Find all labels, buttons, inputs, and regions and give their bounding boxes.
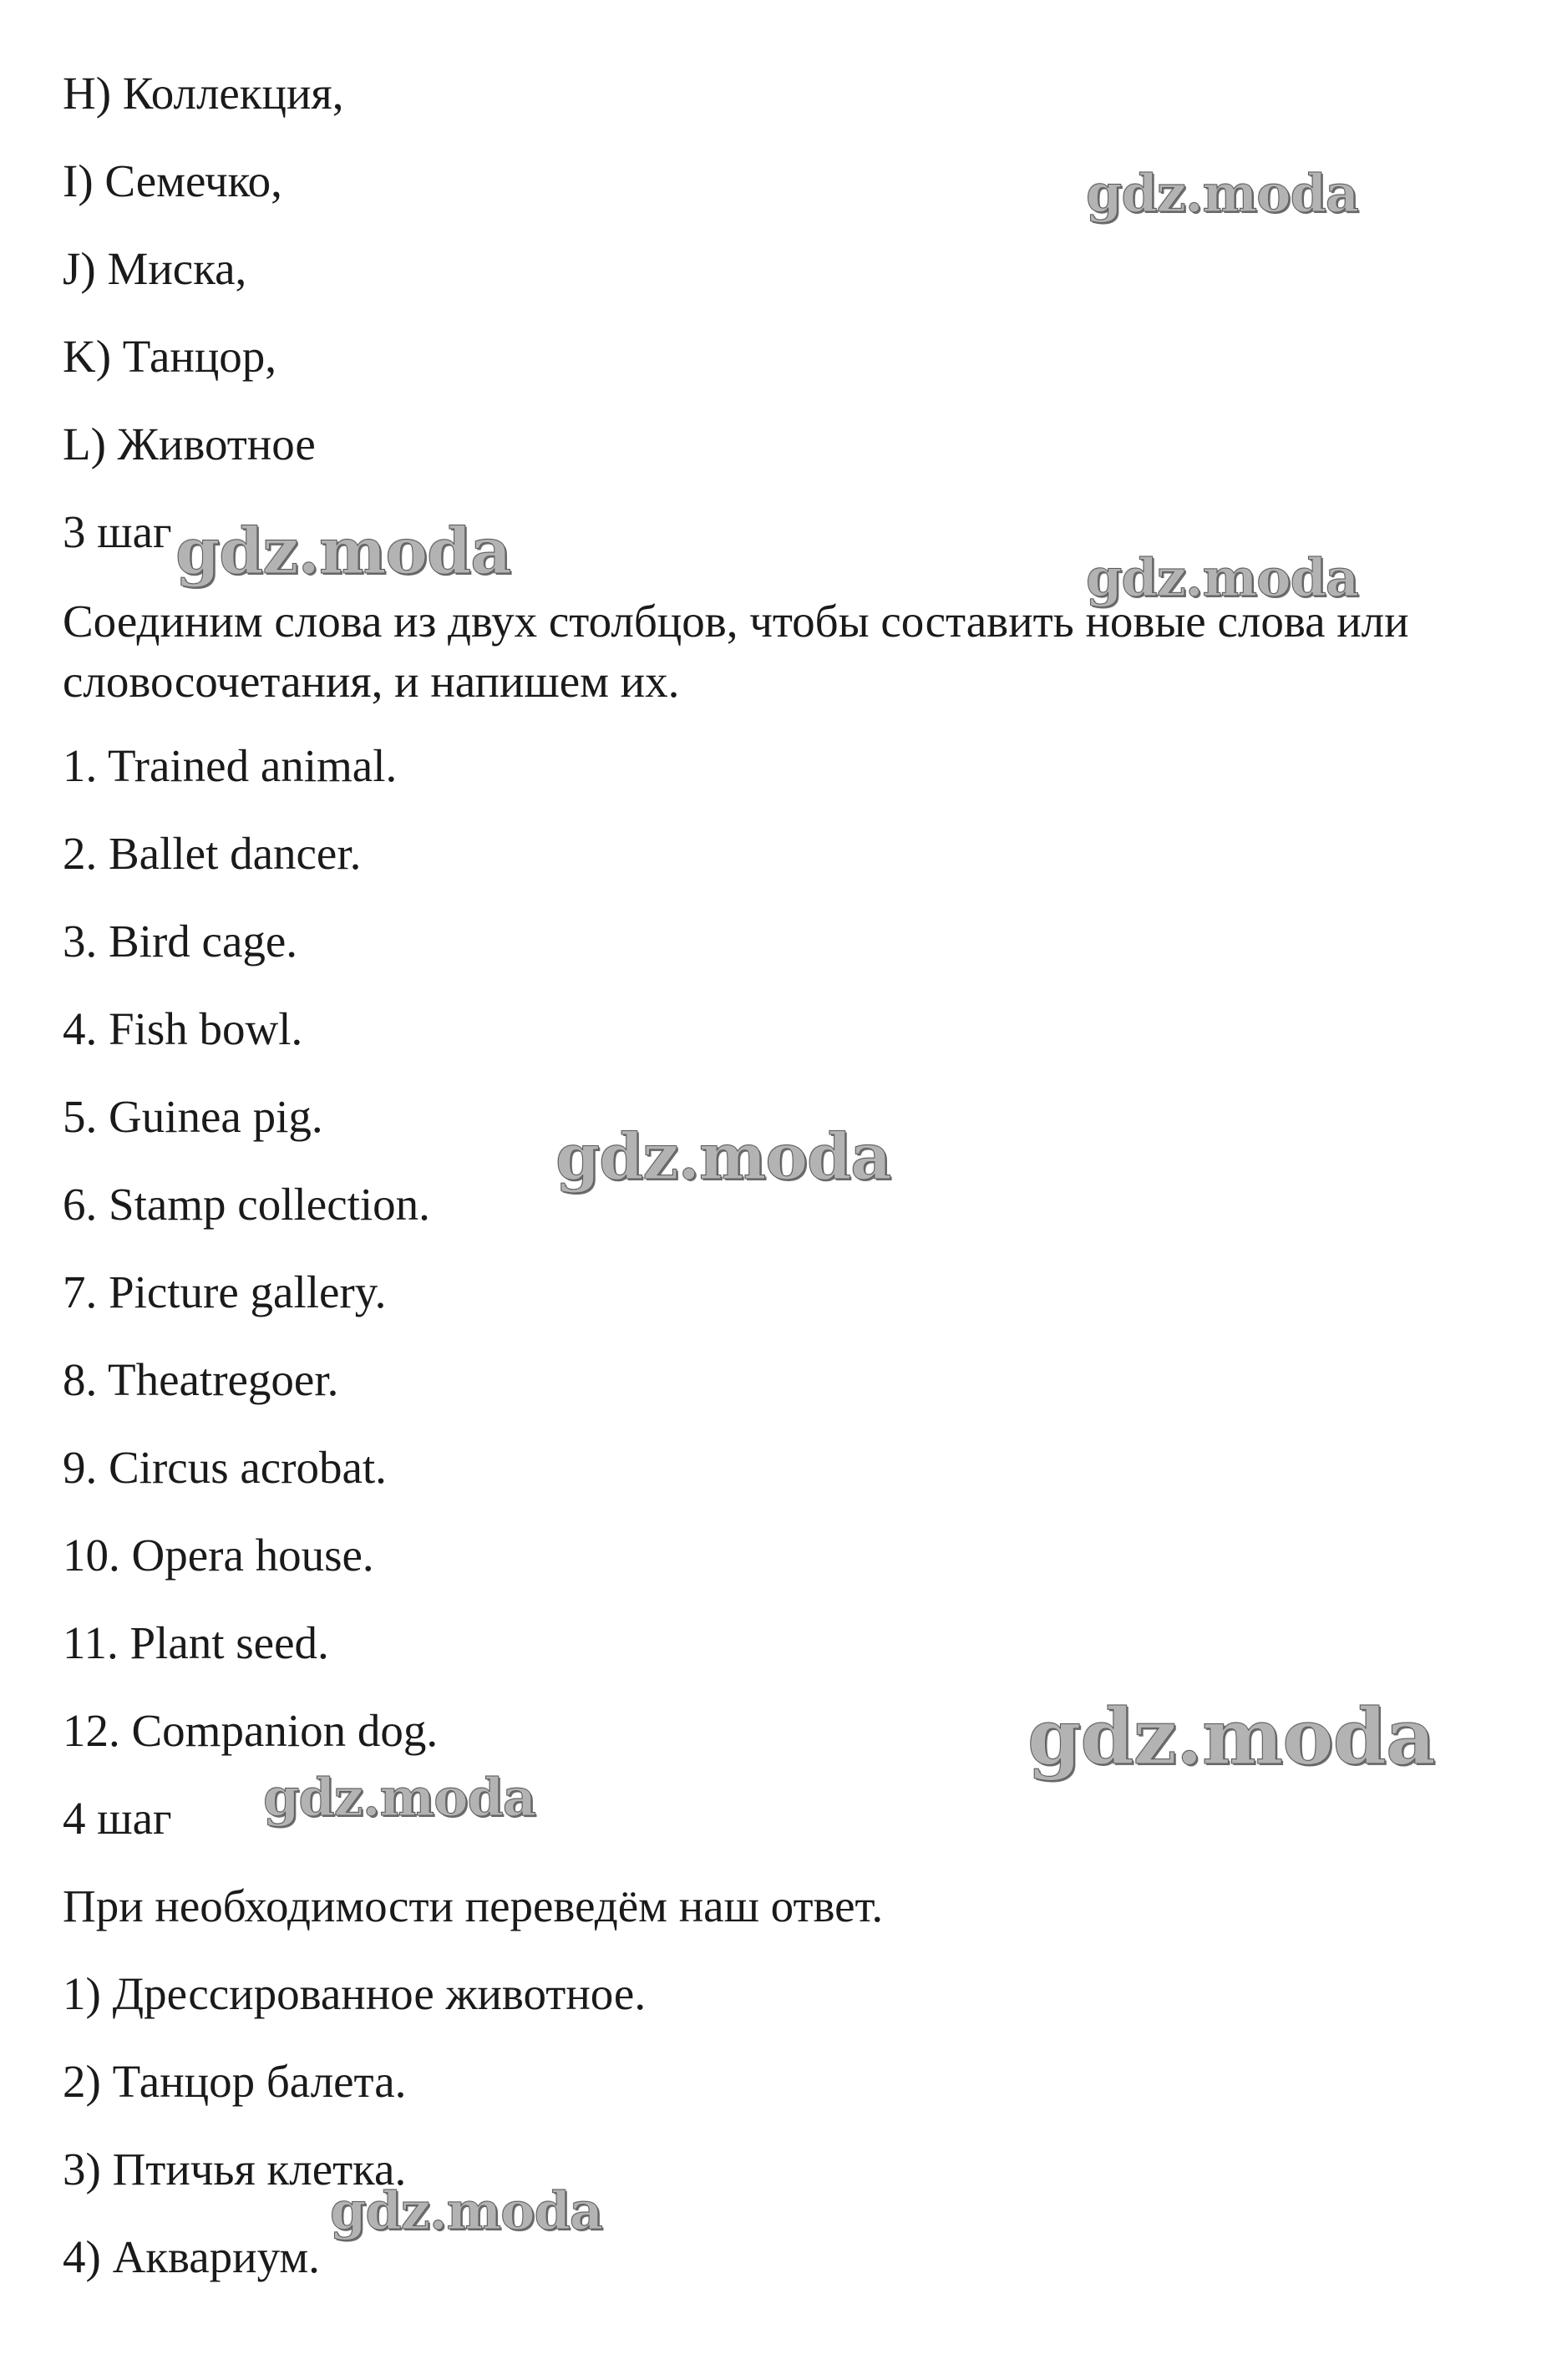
answer-en-9: 9. Circus acrobat. [63,1442,387,1493]
answer-en-10: 10. Opera house. [63,1530,374,1581]
list-item-l: L) Животное [63,419,316,469]
watermark-logo: gdz.moda [1086,163,1358,224]
step3-heading: 3 шаг [63,506,172,557]
answer-en-11: 11. Plant seed. [63,1617,329,1668]
answer-ru-1: 1) Дрессированное животное. [63,1968,647,2019]
answer-ru-4: 4) Аквариум. [63,2231,320,2282]
answer-ru-2: 2) Танцор балета. [63,2056,407,2107]
answer-en-8: 8. Theatregoer. [63,1354,339,1405]
watermark-logo: gdz.moda [1086,547,1358,608]
answer-en-6: 6. Stamp collection. [63,1179,430,1230]
answer-en-5: 5. Guinea pig. [63,1091,323,1142]
watermark-logo: gdz.moda [555,1119,891,1194]
answer-en-1: 1. Trained animal. [63,740,398,791]
watermark-logo: gdz.moda [263,1767,535,1828]
step4-heading: 4 шаг [63,1793,172,1844]
step4-text: При необходимости переведём наш ответ. [63,1880,884,1931]
list-item-h: H) Коллекция, [63,68,344,119]
list-item-j: J) Миска, [63,243,247,294]
answer-en-12: 12. Companion dog. [63,1705,439,1756]
answer-en-3: 3. Bird cage. [63,916,298,967]
step3-text: Соединим слова из двух столбцов, чтобы составить новые слова или словосочетания, и напишем их. [63,596,1409,707]
list-item-k: K) Танцор, [63,331,277,382]
answer-en-2: 2. Ballet dancer. [63,828,362,879]
answer-ru-3: 3) Птичья клетка. [63,2144,407,2195]
watermark-logo: gdz.moda [330,2180,602,2241]
watermark-logo: gdz.moda [175,514,511,588]
answer-en-4: 4. Fish bowl. [63,1003,303,1054]
list-item-i: I) Семечко, [63,155,282,206]
answer-en-7: 7. Picture gallery. [63,1266,387,1317]
watermark-logo: gdz.moda [1027,1692,1435,1782]
